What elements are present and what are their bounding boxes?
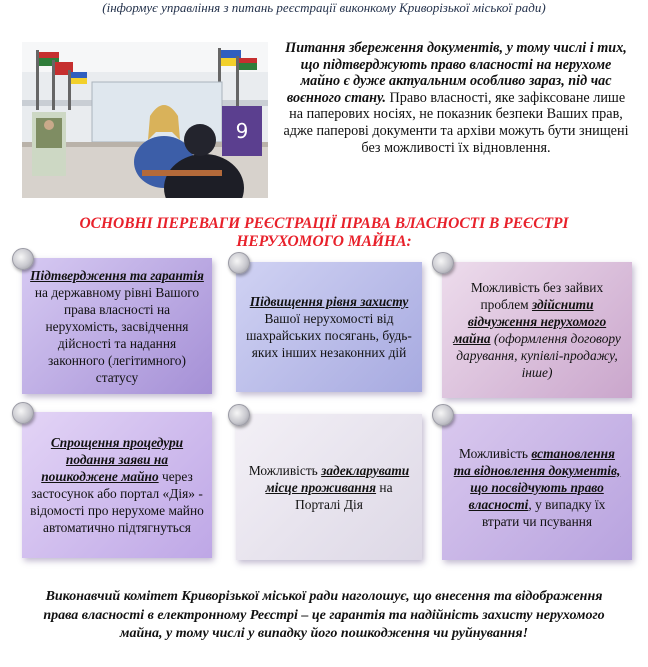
- pushpin-icon: [12, 402, 34, 424]
- benefit-card-text: через застосунок або портал «Дія» - відомості про нерухоме майно автоматично підтягнуться: [30, 469, 204, 535]
- pushpin-icon: [432, 404, 454, 426]
- benefit-card-bold: задекларувати місце проживання: [265, 462, 410, 495]
- pushpin-icon: [432, 252, 454, 274]
- intro-bold: Питання збереження документів, у тому числі і тих, що підтверджують право власності на нерухоме майно є дуже актуальним особливо зараз, під час воєнного стану.: [285, 40, 627, 106]
- benefit-card-pretext: Можливість: [459, 445, 532, 461]
- benefit-card-bold: здійснити відчуження нерухомого майна: [453, 297, 607, 346]
- office-photo: [22, 42, 268, 198]
- header-subtitle: (інформує управління з питань реєстрації виконкому Криворізької міської ради): [102, 0, 546, 15]
- benefit-card-bold: Підвищення рівня захисту: [249, 294, 409, 309]
- benefit-card-text: (оформлення договору дарування, купівлі-продажу, інше): [456, 331, 621, 380]
- pushpin-icon: [228, 252, 250, 274]
- benefit-card-bold: Підтвердження та гарантія: [30, 267, 204, 283]
- pushpin-icon: [12, 248, 34, 270]
- footer-statement: Виконавчий комітет Криворізької міської ради наголошує, що внесення та відображення права власності в електронному Реєстрі – це гарантія та надійність захисту нерухомого майна, у тому числі у випадку його пошкодження чи руйнування!: [43, 589, 605, 642]
- intro-paragraph: [282, 40, 630, 156]
- benefit-card-residence: [236, 414, 422, 560]
- benefit-card-bold: Спрощення процедури подання заяви на пошкоджене майно: [41, 435, 184, 484]
- benefit-card-guarantee: [22, 258, 212, 394]
- svg-text:9: 9: [235, 119, 249, 143]
- benefit-card-text: на Порталі Дія: [295, 479, 393, 512]
- benefit-card-restoration: [442, 414, 632, 560]
- intro-text: Право власності, яке зафіксоване лише на паперових носіях, не показник безпеки Ваших прав, адже паперові документи та архіви можуть бути знищені без можливості їх відновлення.: [283, 89, 629, 156]
- benefit-card-pretext: Можливість: [248, 462, 322, 478]
- benefit-card-pretext: Можливість без зайвих проблем: [470, 280, 604, 312]
- section-heading: ОСНОВНІ ПЕРЕВАГИ РЕЄСТРАЦІЇ ПРАВА ВЛАСНОСТІ В РЕЄСТРІ НЕРУХОМОГО МАЙНА:: [79, 215, 569, 250]
- benefit-card-text: Вашої нерухомості від шахрайських посягань, будь-яких інших незаконних дій: [246, 311, 412, 360]
- pushpin-icon: [228, 404, 250, 426]
- benefit-card-bold: встановлення та відновлення документів, що посвідчують право власності: [453, 445, 621, 512]
- benefit-card-damage-claim: [22, 412, 212, 558]
- benefit-card-protection: [236, 262, 422, 392]
- benefit-card-text: на державному рівні Вашого права власності на нерухомість, засвідчення дійсності та надання законного (легітимного) статусу: [34, 284, 200, 385]
- benefit-card-alienation: [442, 262, 632, 398]
- benefit-card-text: , у випадку їх втрати чи псування: [481, 496, 606, 529]
